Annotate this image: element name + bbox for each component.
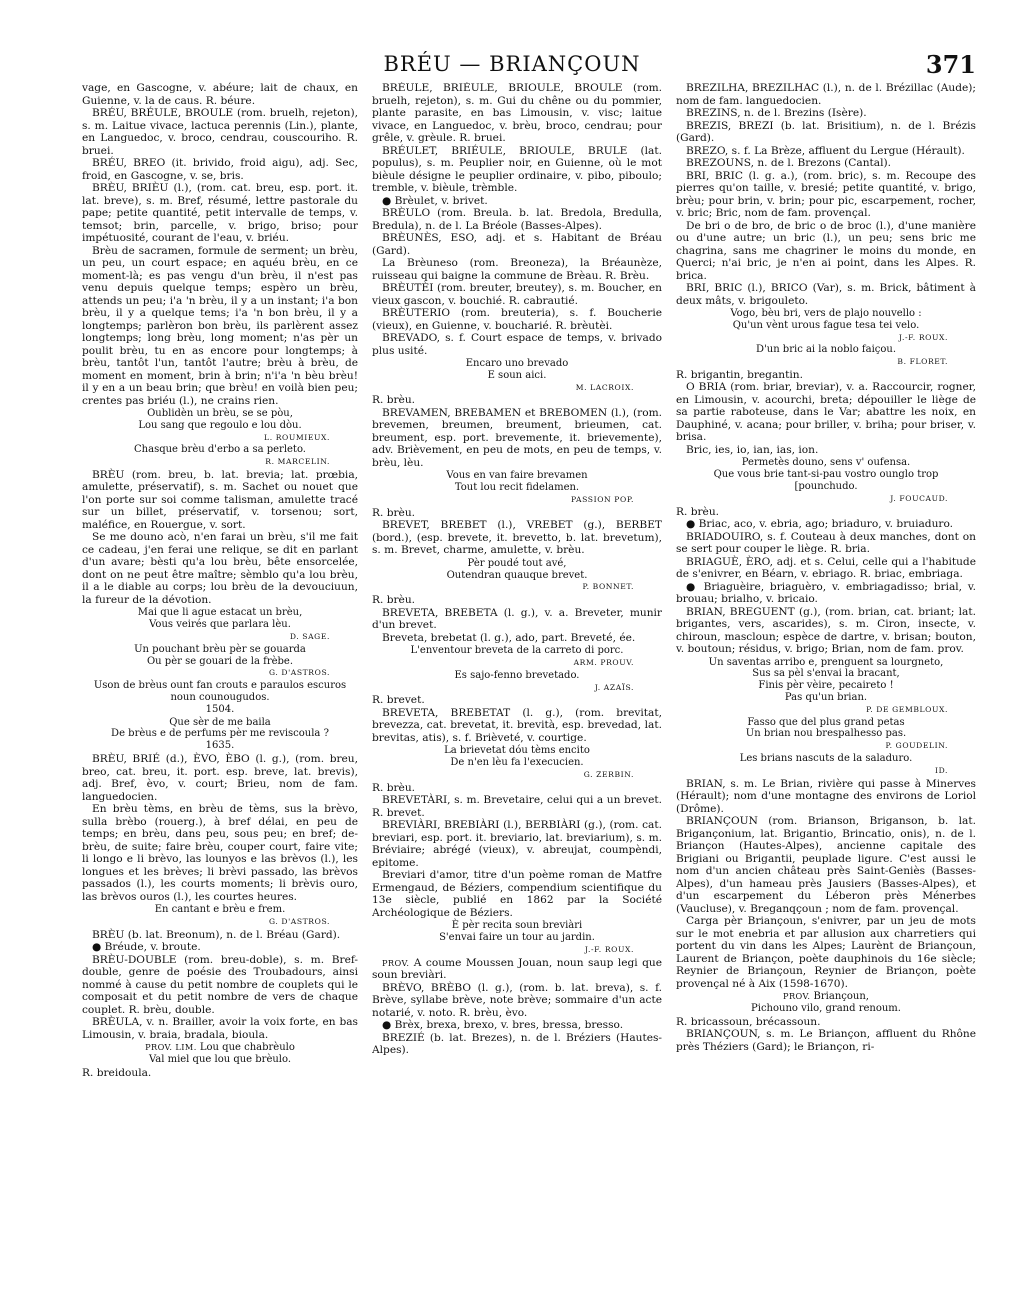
quote-line: Sus sa pèl s'envai la bracant, bbox=[752, 668, 900, 680]
proverb-label: PROV. bbox=[783, 991, 811, 1002]
quotation bbox=[82, 717, 358, 752]
quote-attribution: R. MARCELIN. bbox=[265, 457, 330, 467]
entry: BREZIS, BREZI (b. lat. Brisitium), n. de l. Brézis (Gard). bbox=[676, 119, 976, 144]
entry: R. breidoula. bbox=[82, 1066, 152, 1079]
entry: BREVADO, s. f. Court espace de temps, v. brivado plus usité. bbox=[372, 332, 662, 357]
entry: BREVAMEN, BREBAMEN et BREBOMEN (l.), (rom. brevemen, breumen, breument, brieumen, cat. breument, esp. port. brevemente, it. brievemente), adv. Brièvement, en peu de mots, en peu de temps, v. brèu, lèu. bbox=[372, 406, 662, 469]
entry: BRÈUNÈS, ESO, adj. et s. Habitant de Bréau (Gard). bbox=[372, 232, 662, 257]
quote-line: Un pouchant brèu pèr se gouarda bbox=[134, 643, 306, 655]
column-middle bbox=[372, 82, 662, 1287]
entry: ● Briaguèire, briaguèro, v. embriagadisso; brial, v. brouau; brialho, v. bricaio. bbox=[676, 580, 976, 606]
page-number: 371 bbox=[925, 50, 976, 79]
dictionary-columns bbox=[82, 82, 976, 1287]
entry: En brèu tèms, en brèu de tèms, sus la brèvo, sulla brèbo (rouerg.), à bref délai, en peu de temps; en brèu, dans peu, sous peu; en bref; de-brèu, de suite; faire brèu, couper court, faire vite; li longo e li brèvo, las lounyos e las brèvos (l.), les longues et les brèves; li brèvi passado, las brèvos passados (l.), les courts moments; li brèvis ouro, las brèvos ouros (l.), les courtes heures. bbox=[82, 803, 358, 903]
quote-line: De n'en lèu fa l'execucien. bbox=[450, 757, 584, 769]
quote-attribution: G. D'ASTROS. bbox=[268, 668, 330, 678]
entry: Breveta, brebetat (l. g.), ado, part. Breveté, ée. bbox=[382, 631, 636, 644]
quote-line: Finis pèr vèire, pecaireto ! bbox=[758, 680, 894, 692]
quotation bbox=[82, 607, 358, 642]
quote-attribution: D. SAGE. bbox=[289, 632, 330, 642]
quote-line: Qu'un vènt urous fague tesa tei velo. bbox=[732, 319, 920, 331]
entry: R. brèu. bbox=[372, 594, 416, 607]
quote-line: La brievetat dóu tèms encito bbox=[444, 745, 590, 757]
entry: BRÉULET, BRIÉULE, BRIOULE, BRULE (lat. populus), s. m. Peuplier noir, en Guienne, où le mot bièule désigne le peuplier ordinaire, v. pibo, piboulo; tremble, v. bièule, trèmble. bbox=[372, 144, 662, 194]
quotation bbox=[372, 358, 662, 393]
quote-line: Outendran quauque brevet. bbox=[446, 569, 588, 581]
quote-line: Vogo, bèu bri, vers de plajo nouvello : bbox=[730, 308, 922, 319]
entry: BREZILHA, BREZILHAC (l.), n. de l. Brézillac (Aude); nom de fam. languedocien. bbox=[676, 82, 976, 107]
entry: BRÈUTÈI (rom. breuter, breutey), s. m. Boucher, en vieux gascon, v. bouchié. R. cabrautié. bbox=[372, 282, 662, 307]
quote-line: S'envai faire un tour au jardin. bbox=[439, 932, 595, 944]
entry: BRIANÇOUN (rom. Brianson, Briganson, b. lat. Brigançonium, lat. Brigantio, Brincatio, onis), n. de l. Briançon (Hautes-Alpes), ancienne capitale des Brigiani ou Brigantii, peuplade ligure. C'est aussi le nom d'un ancien château près Saint-Geniès (Basses-Alpes), d'un hameau près Jausiers (Basses-Alpes), et d'un escarpement du Léberon près Ménerbes (Vaucluse), v. Breganqçoun ; nom de fam. provençal. bbox=[676, 815, 976, 915]
quotation bbox=[372, 920, 662, 955]
entry: BREZINS, n. de l. Brezins (Isère). bbox=[686, 107, 867, 119]
entry: R. brèu. bbox=[372, 506, 416, 519]
entry: ● Brèx, brexa, brexo, v. bres, bressa, bresso. bbox=[382, 1019, 624, 1032]
entry: La Brèuneso (rom. Breoneza), la Bréaunèze, ruisseau qui baigne la commune de Brèau. R. Brèu. bbox=[372, 257, 662, 282]
proverb-line bbox=[676, 991, 976, 1003]
quote-line: Vous veirés que parlara lèu. bbox=[149, 619, 291, 631]
quotation bbox=[82, 904, 358, 928]
entry: vage, en Gascogne, v. abéure; lait de chaux, en Guienne, v. la de caus. R. béure. bbox=[82, 82, 358, 107]
proverb-entry bbox=[372, 957, 662, 982]
quote-attribution: G. D'ASTROS. bbox=[268, 916, 330, 926]
proverb-line: Val miel que lou que brèulo. bbox=[148, 1053, 292, 1065]
quote-line: De brèus e de perfums pèr me reviscoula ? bbox=[111, 728, 329, 740]
proverb bbox=[676, 991, 976, 1015]
quote-attribution: PASSION POP. bbox=[571, 494, 634, 504]
entry: ● Briac, aco, v. ebria, ago; briaduro, v. bruiaduro. bbox=[686, 518, 954, 531]
quote-line: E soun aici. bbox=[487, 369, 547, 381]
quotation bbox=[676, 344, 976, 368]
entry: BRÈULA, v. n. Brailler, avoir la voix forte, en bas Limousin, v. braia, bradala, bioula. bbox=[82, 1016, 358, 1041]
entry: BREVET, BREBET (l.), VREBET (g.), BERBET (bord.), (esp. brevete, it. brevetto, b. lat. brevetum), s. m. Brevet, charme, amulette, v. brèu. bbox=[372, 519, 662, 557]
entry: BRÈVO, BRÈBO (l. g.), (rom. b. lat. breva), s. f. Brève, syllabe brève, note brève; sommaire d'un acte notarié, v. noto. R. brèu, èvo. bbox=[372, 981, 662, 1019]
quote-date: 1635. bbox=[205, 740, 235, 752]
entry: BRÉU, BRÉULE, BROULE (rom. bruelh, rejeton), s. m. Laitue vivace, lactuca perennis (Lin.), plante, en Languedoc, v. broco, cendrau, couscouriho. R. bruei. bbox=[82, 107, 358, 157]
quotation bbox=[372, 470, 662, 505]
entry: BRÉULE, BRIÉULE, BRIOULE, BROULE (rom. bruelh, rejeton), s. m. Gui du chêne ou du pommier, plante parasite, en bas Limousin, v. visc; laitue vivace, en Languedoc, v. brèu, broco, cendrau; pour grêle, v. grèule. R. bruei. bbox=[372, 82, 662, 144]
quotation bbox=[82, 444, 358, 468]
quote-line: [pounchudo. bbox=[794, 481, 858, 493]
entry: BRÉU, BREO (it. brivido, froid aigu), adj. Sec, froid, en Gascogne, v. se, bris. bbox=[82, 157, 358, 182]
quote-attribution: J.-F. ROUX. bbox=[584, 944, 634, 954]
entry: De bri o de bro, de bric o de broc (l.), d'une manière ou d'une autre; un bric (l.), un peu; sens bric me chagrina, sans me chagriner le moins du monde, en Querci; n'ai bric, je n'en ai point, dans les Alpes. R. brica. bbox=[676, 219, 976, 282]
quote-line: D'un bric ai la noblo faiçou. bbox=[755, 344, 897, 356]
entry: BREZO, s. f. La Brèze, affluent du Lergue (Hérault). bbox=[686, 144, 965, 157]
quote-line: Un saventas arribo e, prenguent sa lourgneto, bbox=[708, 656, 944, 668]
quote-attribution: B. FLORET. bbox=[897, 357, 948, 367]
entry: BREVIÀRI, BREBIÀRI (l.), BERBIÀRI (g.), (rom. cat. breviari, esp. port. it. breviario, lat. breviarium), s. m. Bréviaire; abrégé (vieux), v. abreujat, coumpèndi, epitome. bbox=[372, 819, 662, 869]
quotation bbox=[82, 644, 358, 679]
quote-line: Tout lou recit fidelamen. bbox=[454, 482, 580, 494]
quotation bbox=[82, 408, 358, 443]
quote-line: Les brians nascuts de la saladuro. bbox=[739, 753, 913, 765]
quote-line: Pas qu'un brian. bbox=[784, 692, 868, 704]
entry: BRIANÇOUN, s. m. Le Briançon, affluent du Rhône près Théziers (Gard); le Briançon, ri- bbox=[676, 1028, 976, 1053]
proverb-text: A coume Moussen Jouan, noun saup legi que soun breviàri. bbox=[372, 956, 662, 982]
entry: O BRIA (rom. briar, breviar), v. a. Raccourcir, rogner, en Limousin, v. acourchi, breta; dépouiller le liège de sa partie raboteuse, dans le Var; abattre les noix, en Dauphiné, v. acana; pour briller, v. briha; pour briser, v. brisa. bbox=[676, 381, 976, 444]
entry: BRÈULO (rom. Breula. b. lat. Bredola, Bredulla, Bredula), n. de l. La Bréole (Basses-Alpes). bbox=[372, 207, 662, 232]
quote-attribution: J. AZAÏS. bbox=[594, 682, 634, 692]
entry: BREVETA, BREBETAT (l. g.), (rom. brevitat, brevezza, cat. brevetat, it. brevità, esp. brevedad, lat. brevitas, atis), s. f. Brièveté, v. courtige. bbox=[372, 706, 662, 744]
quote-line: L'enventour breveta de la carreto di porc. bbox=[410, 645, 624, 657]
quote-line: Un brian nou brespalhesso pas. bbox=[745, 728, 907, 740]
entry: BREZIÉ (b. lat. Brezes), n. de l. Bréziers (Hautes-Alpes). bbox=[372, 1031, 662, 1057]
entry: BRÈU-DOUBLE (rom. breu-doble), s. m. Bref-double, genre de poésie des Troubadours, ainsi nommé à cause du petit nombre de couplets qui le composait et du petit nombre de vers de chaque couplet. R. brèu, double. bbox=[82, 953, 358, 1016]
entry: Breviari d'amor, titre d'un poème roman de Matfre Ermengaud, de Béziers, compendium scientifique du 13e siècle, publié en 1862 par la Société Archéologique de Béziers. bbox=[372, 869, 662, 919]
quote-attribution: P. BONNET. bbox=[582, 582, 634, 592]
entry: ● Brèulet, v. brivet. bbox=[382, 194, 488, 207]
quotation bbox=[676, 717, 976, 752]
quote-attribution: P. DE GEMBLOUX. bbox=[866, 704, 948, 714]
proverb bbox=[82, 1042, 358, 1066]
proverb-line bbox=[82, 1042, 358, 1054]
entry: R. brèu. bbox=[676, 505, 720, 518]
quote-attribution: ARM. PROUV. bbox=[573, 657, 634, 667]
entry: BRÈU, BRIÈU (l.), (rom. cat. breu, esp. port. it. lat. breve), s. m. Bref, résumé, lettre pastorale du pape; petite quantité, petit intervalle de temps, v. temsot; brin, parcelle, v. brigo, briso; pour impétuosité, courant de l'eau, v. briéu. bbox=[82, 182, 358, 244]
entry: BRIAGUÈ, ÈRO, adj. et s. Celui, celle qui a l'habitude de s'enivrer, en Béarn, v. ebriago. R. briac, embriaga. bbox=[676, 555, 976, 581]
quote-line: Encaro uno brevado bbox=[465, 358, 569, 369]
quote-attribution: J. FOUCAUD. bbox=[890, 493, 948, 503]
entry: BREVETA, BREBETA (l. g.), v. a. Breveter, munir d'un brevet. bbox=[372, 606, 662, 632]
quote-line: Fasso que del plus grand petas bbox=[747, 716, 905, 728]
entry: R. brigantin, bregantin. bbox=[676, 368, 803, 381]
proverb-label: PROV. LIM. bbox=[145, 1042, 197, 1053]
entry: Carga pèr Briançoun, s'enivrer, par un jeu de mots sur le mot enebria et par allusion aux charretiers qui portent du vin dans les Alpes; Laurènt de Briançoun, Laurent de Briançon, poète dauphinois du 16e siècle; Reynier de Briançoun, Reynier de Briançon, poète provençal né à Aix (1598-1670). bbox=[676, 915, 976, 990]
quote-attribution: G. ZERBIN. bbox=[583, 769, 634, 779]
quote-line: Lou sang que regoulo e lou dòu. bbox=[138, 419, 302, 431]
quote-line: Permetès douno, sens v' oufensa. bbox=[741, 457, 911, 469]
quote-line: Pèr poudé tout avé, bbox=[467, 557, 567, 569]
quote-line: Que sèr de me baila bbox=[169, 716, 271, 728]
entry: BRÈU, BRIÉ (d.), ÈVO, ÈBO (l. g.), (rom. breu, breo, cat. breu, it. port. esp. breve, lat. brevis), adj. Bref, èvo, v. court; Brieu, nom de fam. languedocien. bbox=[82, 753, 358, 803]
entry: Bric, ies, io, ian, ias, ion. bbox=[686, 443, 819, 456]
entry: R. brevet. bbox=[372, 694, 425, 707]
entry: BRIAN, BREGUENT (g.), (rom. brian, cat. briant; lat. brigantes, vers, ascarides), s. m. Ciron, insecte, v. chiroun, mascloun; espèce de dartre, v. brisan; bouton, v. boutoun; résidus, v. brigo; Brian, nom de fam. prov. bbox=[676, 605, 976, 656]
entry: BRIAN, s. m. Le Brian, rivière qui passe à Minerves (Hérault); nom d'une montagne des environs de Loriol (Drôme). bbox=[676, 777, 976, 815]
quotation bbox=[676, 657, 976, 716]
quote-line: È pèr recita soun breviàri bbox=[451, 920, 583, 932]
quote-attribution: J.-F. ROUX. bbox=[898, 332, 948, 342]
column-right bbox=[676, 82, 976, 1287]
entry: Se me douno acò, n'en farai un brèu, s'il me fait ce cadeau, j'en ferai une relique, se dit en parlant d'un avare; bèsti qu'a lou brèu, bête ensorcelée, dont on ne peut être maître; sèmblo qu'a lou brèu, il a le diable au corps; lou brèu de la devouciuun, la fureur de la dévotion. bbox=[82, 531, 358, 606]
quote-line: Uson de brèus ount fan crouts e paraulos escuros bbox=[93, 680, 347, 692]
entry: R. brèu. bbox=[372, 394, 416, 407]
quote-attribution: L. ROUMIEUX. bbox=[264, 432, 330, 442]
quote-line: Mai que li ague estacat un brèu, bbox=[137, 607, 303, 619]
quotation bbox=[372, 645, 662, 669]
quote-attribution: M. LACROIX. bbox=[575, 382, 634, 392]
quotation bbox=[676, 457, 976, 504]
entry: ● Bréude, v. broute. bbox=[92, 941, 201, 954]
quotation bbox=[676, 753, 976, 777]
proverb-text: Briançoun, bbox=[813, 991, 869, 1003]
entry: BRI, BRIC (l. g. a.), (rom. bric), s. m. Recoupe des pierres qu'on taille, v. bresié; petite quantité, v. brigo, brèu; pour brin, v. brin; pour pic, escarpement, rocher, v. bric; Bric, nom de fam. provençal. bbox=[676, 169, 976, 219]
running-title: BRÉU — BRIANÇOUN bbox=[383, 52, 641, 76]
quote-attribution: ID. bbox=[934, 765, 948, 775]
entry: BRIADOUIRO, s. f. Couteau à deux manches, dont on se sert pour couper le liège. R. bria. bbox=[676, 530, 976, 556]
entry: Brèu de sacramen, formule de serment; un brèu, un peu, un court espace; en aquéu brèu, en ce moment-là; es pas vengu d'un brèu, il n'est pas venu depuis quelque temps; espèro un brèu, attends un peu; i'a 'n brèu, il y a un instant; i'a bon brèu, il y a quelque tems; i'a 'n bon brèu, il y a longtemps; parlèron bon brèu, ils parlèrent assez longtemps; long brèu, long moment; n'as pèr un poulit brèu, tu en as encore pour longtemps; à brèu, tantôt l'un, tantôt l'autre; brèu à brèu, de moment en moment, brin à brin; n'i'a 'n bèu brèu! il y en a un beau brin; que brèu! en voilà bien peu; crentes pas briéu (l.), ne crains rien. bbox=[82, 244, 358, 407]
quotation bbox=[82, 680, 358, 715]
quote-line: Es sajo-fenno brevetado. bbox=[454, 669, 580, 681]
quote-line: Que vous brie tant-si-pau vostro ounglo trop bbox=[713, 469, 939, 481]
entry: BRÈU (b. lat. Breonum), n. de l. Bréau (Gard). bbox=[92, 928, 341, 941]
quote-line: En cantant e brèu e frem. bbox=[154, 904, 286, 916]
entry: R. brèu. bbox=[372, 781, 416, 794]
proverb-label: PROV. bbox=[382, 957, 410, 968]
proverb-line: Pichouno vilo, grand renoum. bbox=[751, 1002, 901, 1014]
quote-attribution: P. GOUDELIN. bbox=[885, 741, 948, 751]
quotation bbox=[372, 745, 662, 780]
quotation bbox=[372, 670, 662, 694]
quotation bbox=[372, 558, 662, 593]
entry: BRÈUTERIO (rom. breuteria), s. f. Boucherie (vieux), en Guienne, v. boucharié. R. brèutèi. bbox=[372, 307, 662, 332]
quote-line: Vous en van faire brevamen bbox=[446, 470, 588, 482]
quotation bbox=[676, 308, 976, 343]
entry: BREZOUNS, n. de l. Brezons (Cantal). bbox=[686, 157, 891, 169]
entry: R. bricassoun, brécassoun. bbox=[676, 1015, 821, 1028]
entry: BREVETÀRI, s. m. Brevetaire, celui qui a un brevet. R. brevet. bbox=[372, 794, 662, 819]
proverb-text: Lou que chabrèulo bbox=[199, 1042, 295, 1054]
quote-line: Ou pèr se gouari de la frèbe. bbox=[146, 655, 294, 667]
quote-line: Oublidèn un brèu, se se pòu, bbox=[147, 408, 293, 419]
quote-date: 1504. bbox=[205, 703, 235, 715]
quote-line: Chasque brèu d'erbo a sa perleto. bbox=[134, 444, 306, 456]
entry: BRI, BRIC (l.), BRICO (Var), s. m. Brick, bâtiment à deux mâts, v. brigouleto. bbox=[676, 282, 976, 307]
entry: BRÈU (rom. breu, b. lat. brevia; lat. prœbia, amulette, préservatif), s. m. Sachet ou nouet que l'on porte sur soi comme talisman, amulette tracé sur un billet, préservatif, v. torsenou; sort, maléfice, en Rouergue, v. sort. bbox=[82, 468, 358, 531]
quote-line: noun counougudos. bbox=[170, 692, 270, 704]
column-left bbox=[82, 82, 358, 1287]
